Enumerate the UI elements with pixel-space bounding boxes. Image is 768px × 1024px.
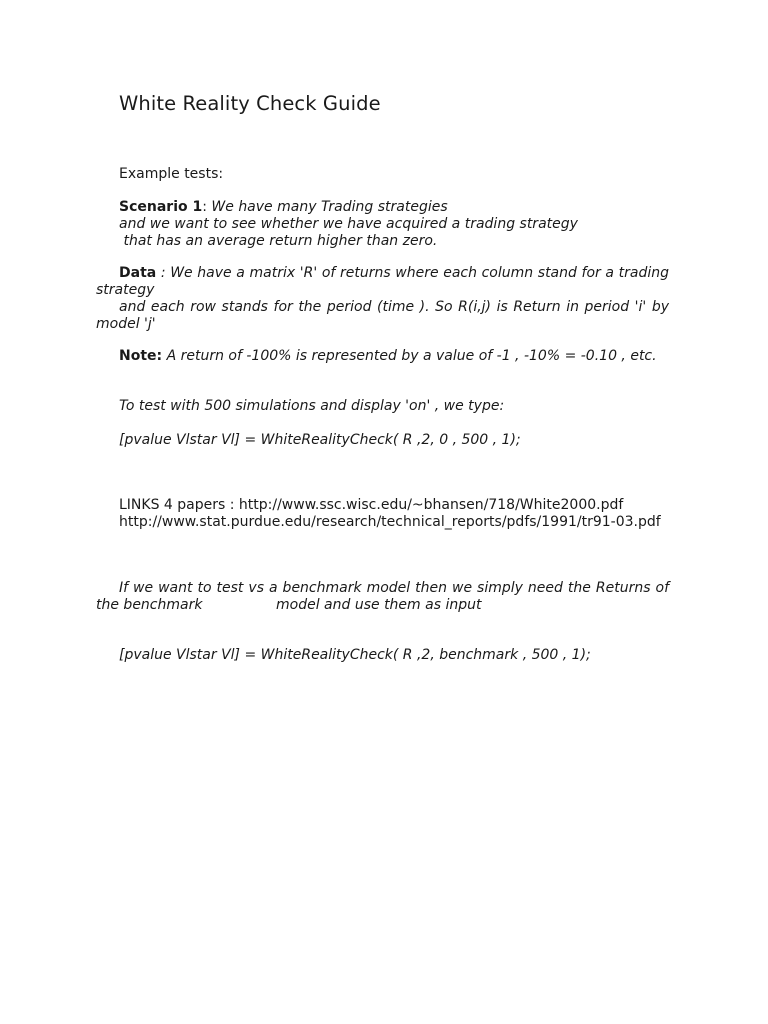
links-line-2[interactable]: http://www.stat.purdue.edu/research/technical_reports/pdfs/1991/tr91-03.pdf (119, 514, 661, 530)
code-example-2: [pvalue Vlstar Vl] = WhiteRealityCheck( R ,2, benchmark , 500 , 1); (119, 647, 591, 663)
document-title: White Reality Check Guide (119, 92, 381, 115)
example-tests-heading: Example tests: (119, 166, 224, 182)
benchmark-line-1: If we want to test vs a benchmark model then we simply need the Returns of (119, 580, 669, 596)
benchmark-line-2a: the benchmark (96, 597, 203, 613)
benchmark-line-2b: model and use them as input (276, 597, 482, 613)
scenario-label: Scenario 1 (119, 199, 203, 215)
data-line-2: strategy (96, 282, 155, 298)
code-example-1: [pvalue Vlstar Vl] = WhiteRealityCheck( R ,2, 0 , 500 , 1); (119, 432, 521, 448)
note-label: Note: (119, 348, 163, 364)
data-text-1: : We have a matrix 'R' of returns where each column stand for a trading (156, 265, 669, 281)
scenario-line-2: and we want to see whether we have acquired a trading strategy (119, 216, 578, 232)
scenario-separator: : (202, 199, 212, 215)
scenario-line-1 (119, 199, 448, 216)
data-label: Data (119, 265, 157, 281)
data-line-3: and each row stands for the period (time ). So R(i,j) is Return in period 'i' by (119, 299, 669, 315)
note-line (119, 348, 657, 365)
links-line-1[interactable]: LINKS 4 papers : http://www.ssc.wisc.edu/~bhansen/718/White2000.pdf (119, 497, 624, 513)
data-line-4: model 'j' (96, 316, 156, 332)
note-text: A return of -100% is represented by a value of -1 , -10% = -0.10 , etc. (162, 348, 657, 364)
data-line-1 (119, 265, 669, 282)
test-intro: To test with 500 simulations and display 'on' , we type: (119, 398, 505, 414)
scenario-text-1: We have many Trading strategies (211, 199, 448, 215)
scenario-line-3: that has an average return higher than zero. (119, 233, 438, 249)
